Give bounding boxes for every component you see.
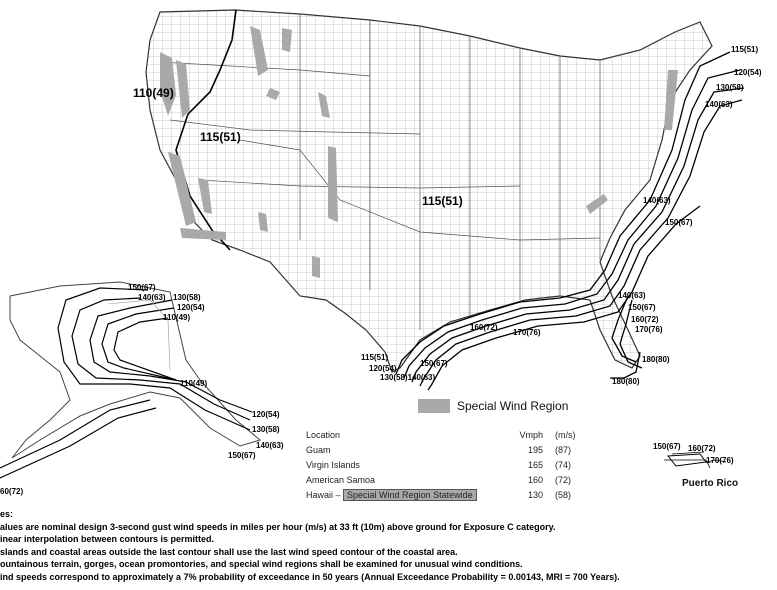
location-table: [306, 427, 595, 502]
location-name: Guam: [306, 444, 331, 455]
label-180-fl-b: 180(80): [612, 377, 640, 386]
label-115-tx: 115(51): [361, 353, 389, 362]
label-120-tx: 120(54): [369, 364, 397, 373]
table-row: [306, 472, 595, 487]
legend-label: Special Wind Region: [457, 399, 569, 413]
label-150-ma: 150(67): [665, 218, 693, 227]
location-ms: (74): [555, 459, 572, 470]
legend-swatch: [418, 399, 450, 413]
label-alaska-120-s: 120(54): [252, 410, 280, 419]
header-location: Location: [306, 429, 341, 440]
table-header-row: [306, 427, 595, 442]
label-alaska-150: 150(67): [128, 283, 156, 292]
table-row: [306, 457, 595, 472]
label-alaska-120: 120(54): [177, 303, 205, 312]
label-160-gulf: 160(72): [470, 323, 498, 332]
location-vmph: 160: [527, 474, 543, 485]
location-name: Virgin Islands: [306, 459, 360, 470]
label-alaska-110: 110(49): [163, 313, 191, 322]
hawaii-special-region-note: Special Wind Region Statewide: [343, 489, 477, 501]
label-170-se: 170(76): [635, 325, 663, 334]
label-alaska-130-s: 130(58): [252, 425, 280, 434]
label-alaska-110-b: 110(49): [180, 379, 208, 388]
label-115-west: 115(51): [200, 130, 241, 144]
location-vmph: 195: [527, 444, 543, 455]
location-vmph: 165: [527, 459, 543, 470]
location-ms: (87): [555, 444, 572, 455]
label-160-se: 160(72): [631, 315, 659, 324]
label-pr-160: 160(72): [688, 444, 716, 453]
label-pr-150: 150(67): [653, 442, 681, 451]
header-vmph: Vmph: [519, 429, 543, 440]
label-140-se: 140(63): [618, 291, 646, 300]
notes-heading: es:: [0, 509, 14, 519]
label-170-gulf: 170(76): [513, 328, 541, 337]
label-115-center: 115(51): [422, 194, 463, 208]
location-ms: (72): [555, 474, 572, 485]
label-alaska-140-s: 140(63): [256, 441, 284, 450]
label-alaska-140: 140(63): [138, 293, 166, 302]
location-ms: (58): [555, 489, 572, 500]
hawaii-label: Hawaii –: [306, 489, 341, 500]
label-140-ne: 140(63): [705, 100, 733, 109]
label-115-ne: 115(51): [731, 45, 759, 54]
note-4: ountainous terrain, gorges, ocean promontories, and special wind regions shall be examined for unusual wind conditions.: [0, 559, 523, 570]
label-150-se: 150(67): [628, 303, 656, 312]
label-140-ma: 140(63): [643, 196, 671, 205]
label-180-fl: 180(80): [642, 355, 670, 364]
note-1: alues are nominal design 3-second gust wind speeds in miles per hour (m/s) at 33 ft (10m) above ground for Exposure C category.: [0, 521, 556, 532]
label-150-tx: 150(67): [420, 359, 448, 368]
table-row: [306, 487, 595, 502]
header-ms: (m/s): [555, 429, 576, 440]
label-130-140-tx: 130(58)140(63): [380, 373, 436, 382]
notes-block: [0, 508, 620, 584]
label-130-ne: 130(58): [716, 83, 744, 92]
table-row: [306, 442, 595, 457]
note-2: inear interpolation between contours is permitted.: [0, 534, 215, 545]
location-name: [306, 487, 496, 502]
location-name: American Samoa: [306, 474, 376, 485]
label-alaska-130: 130(58): [173, 293, 201, 302]
label-110-west: 110(49): [133, 86, 174, 100]
label-alaska-160: 60(72): [0, 487, 24, 496]
note-3: slands and coastal areas outside the last contour shall use the last wind speed contour of the coastal area.: [0, 546, 458, 557]
location-vmph: 130: [527, 489, 543, 500]
label-pr-170: 170(76): [706, 456, 734, 465]
note-5: ind speeds correspond to approximately a 7% probability of exceedance in 50 years (Annual Exceedance Probability = 0.00143, MRI = 700 Years).: [0, 571, 620, 582]
label-alaska-150-s: 150(67): [228, 451, 256, 460]
label-120-ne: 120(54): [734, 68, 762, 77]
puerto-rico-title: Puerto Rico: [682, 478, 739, 489]
